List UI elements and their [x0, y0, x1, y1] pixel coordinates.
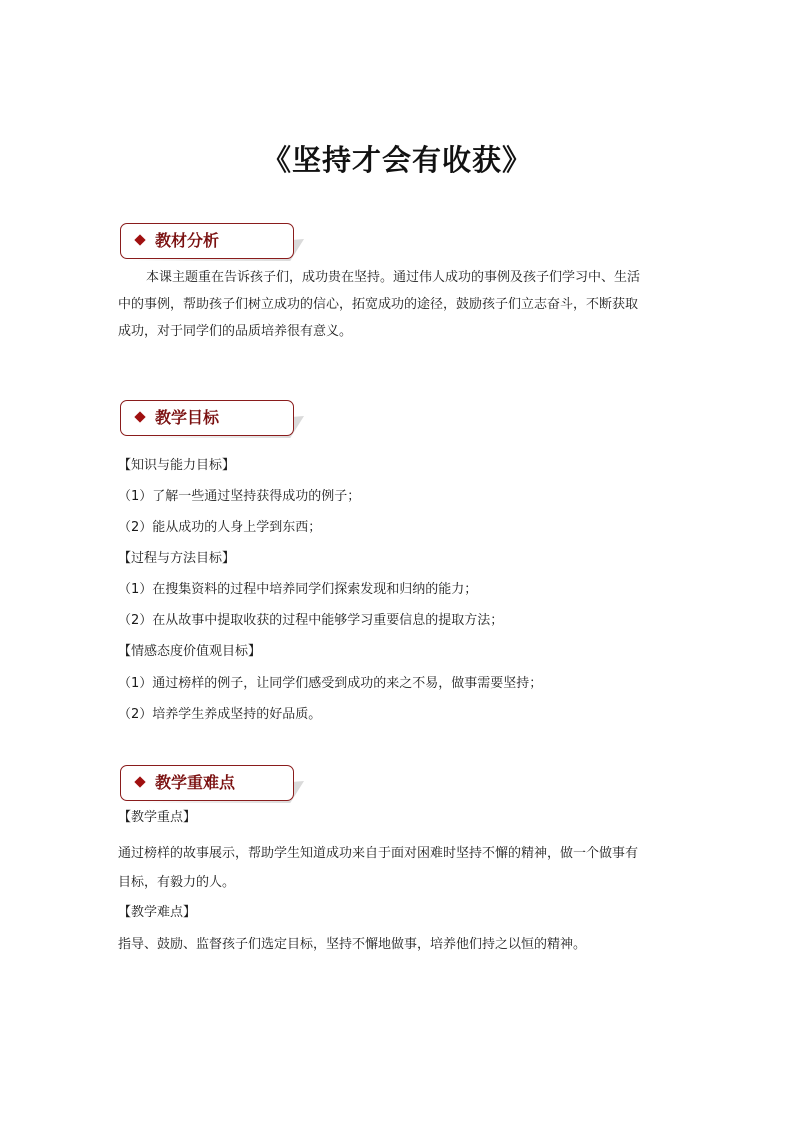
section-heading: 教学目标 [155, 408, 220, 427]
section-heading: 教学重难点 [155, 773, 236, 792]
page-title: 《坚持才会有收获》 [261, 143, 532, 177]
subheading-focus: 【教学重点】 [118, 810, 197, 825]
diamond-bullet-icon [134, 411, 145, 422]
section-header-goals [120, 400, 308, 440]
goal-item: （2）能从成功的人身上学到东西； [118, 520, 322, 535]
section-header-analysis [120, 223, 308, 263]
subheading-difficulty: 【教学难点】 [118, 905, 197, 920]
paragraph-line: 目标，有毅力的人。 [118, 875, 236, 890]
difficulty-text: 指导、鼓励、监督孩子们选定目标，坚持不懈地做事，培养他们持之以恒的精神。 [118, 937, 587, 952]
goal-item: （2）培养学生养成坚持的好品质。 [118, 707, 322, 722]
section-header-box [120, 765, 294, 801]
analysis-paragraph [118, 264, 678, 345]
section-header-box [120, 400, 294, 436]
subheading-process: 【过程与方法目标】 [118, 551, 236, 566]
goal-item: （1）通过榜样的例子，让同学们感受到成功的来之不易，做事需要坚持； [118, 676, 543, 691]
subheading-emotion: 【情感态度价值观目标】 [118, 644, 262, 659]
diamond-bullet-icon [134, 776, 145, 787]
section-header-box [120, 223, 294, 259]
diamond-bullet-icon [134, 234, 145, 245]
goal-item: （1）了解一些通过坚持获得成功的例子； [118, 489, 361, 504]
paragraph-line: 本课主题重在告诉孩子们，成功贵在坚持。通过伟人成功的事例及孩子们学习中、生活 [146, 270, 641, 285]
goal-item: （1）在搜集资料的过程中培养同学们探索发现和归纳的能力； [118, 582, 478, 597]
subheading-knowledge: 【知识与能力目标】 [118, 458, 236, 473]
goal-item: （2）在从故事中提取收获的过程中能够学习重要信息的提取方法； [118, 613, 504, 628]
paragraph-line: 成功，对于同学们的品质培养很有意义。 [118, 324, 353, 339]
section-heading: 教材分析 [155, 231, 220, 250]
section-header-key-points [120, 765, 308, 805]
paragraph-line: 中的事例，帮助孩子们树立成功的信心，拓宽成功的途径，鼓励孩子们立志奋斗，不断获取 [118, 297, 639, 312]
focus-paragraph [118, 839, 678, 897]
paragraph-line: 通过榜样的故事展示，帮助学生知道成功来自于面对困难时坚持不懈的精神，做一个做事有 [118, 846, 639, 861]
